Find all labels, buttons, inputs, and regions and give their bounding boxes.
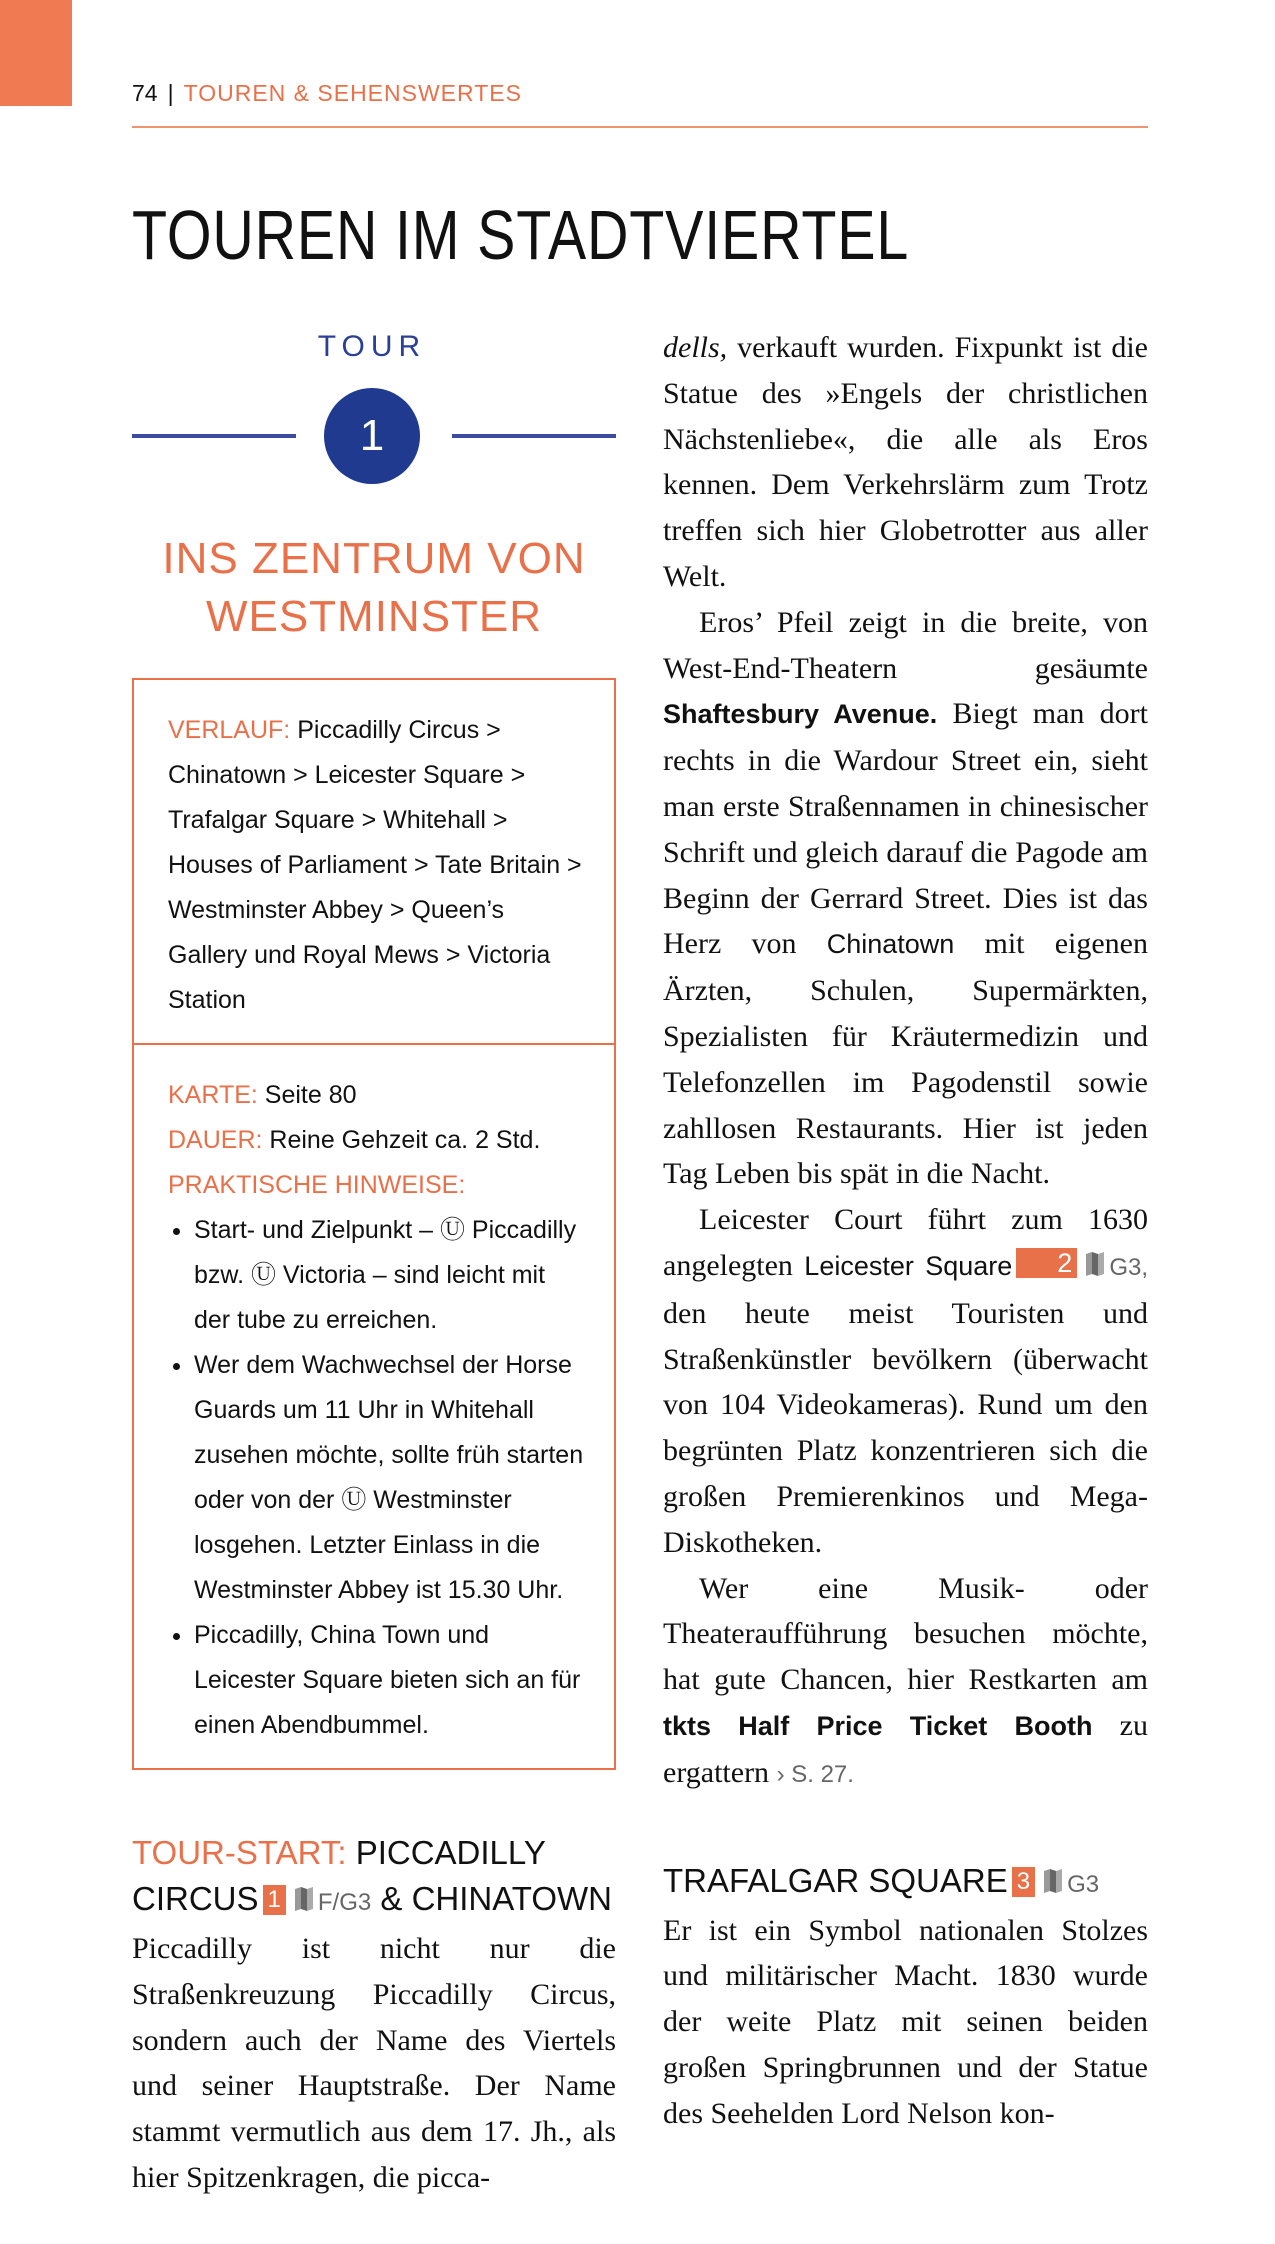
tour-title-line: INS ZENTRUM VON [162, 534, 586, 583]
tour-badge [132, 330, 616, 530]
text: Biegt man dort rechts in die Wardour Street ein, sieht man erste Straßennamen in chinesischer Schrift und gleich darauf die Pagode am Beginn der Gerrard Street. Dies ist das Herz von [663, 697, 1148, 961]
tour-title-line: WESTMINSTER [205, 592, 543, 641]
tour-start-label: TOUR-START: [132, 1834, 347, 1871]
text: Wer eine Musik- oder Theateraufführung besuchen möchte, hat gute Chancen, hier Restkarten am [663, 1571, 1148, 1697]
map-number-badge: 1 [263, 1885, 286, 1915]
map-grid-ref: G3, [1109, 1253, 1148, 1281]
text: Eros’ Pfeil zeigt in die breite, von West-End-Theatern gesäumte [663, 605, 1148, 685]
left-column [132, 330, 616, 2201]
page-number: 74 [132, 80, 158, 106]
text: den heute meist Touristen und Straßenkünstler bevölkern (überwacht von 104 Videokameras). Rund um den begrünten Platz konzentrieren sich die großen Premierenkinos und Mega-Diskotheken. [663, 1296, 1148, 1559]
map-label: KARTE: [168, 1081, 258, 1109]
map-grid-ref: G3 [1067, 1870, 1100, 1898]
italic-word: dells, [663, 331, 728, 364]
tip-item: • Piccadilly, China Town und Leicester Square bieten sich an für einen Abendbummel. [194, 1613, 584, 1748]
tour-number: 1 [324, 388, 420, 484]
place-highlight: Leicester Square [804, 1250, 1013, 1281]
trafalgar-heading [663, 1858, 1148, 1908]
right-column [663, 325, 1148, 2136]
place-name: PICCADILLY CIRCUS [132, 1834, 546, 1917]
text: verkauft wurden. Fixpunkt ist die Statue des »Engels der christlichen Nächstenliebe«, die alle als Eros kennen. Dem Verkehrslärm zum Trotz treffen sich hier Globetrotter aus aller Welt. [663, 331, 1148, 593]
page-title: TOUREN IM STADTVIERTEL [132, 196, 910, 274]
place-highlight: Chinatown [826, 929, 955, 960]
map-text: Seite 80 [257, 1081, 357, 1109]
text: Leicester Court führt zum 1630 angelegten [663, 1203, 1148, 1282]
place-highlight: Shaftesbury Avenue. [663, 699, 938, 730]
body-paragraph: Piccadilly ist nicht nur die Straßenkreuzung Piccadilly Circus, sondern auch der Name des Viertels und seiner Hauptstraße. Der Name stammt vermutlich aus dem 17. Jh., als hier Spitzenkragen, die picca- [132, 1932, 616, 2194]
map-number-badge: 3 [1012, 1867, 1035, 1897]
map-number-badge: 2 [1016, 1248, 1077, 1278]
map-icon [1043, 1868, 1063, 1894]
map-icon [1085, 1251, 1105, 1277]
place-highlight: tkts Half Price Ticket Booth [663, 1710, 1093, 1741]
route-section [134, 680, 614, 1043]
duration-label: DAUER: [168, 1126, 263, 1154]
details-section [134, 1043, 614, 1768]
body-paragraph: Er ist ein Symbol nationalen Stolzes und militärischer Macht. 1830 wurde der weite Platz mit seinen beiden großen Springbrunnen und der Statue des Seehelden Lord Nelson kon- [663, 1913, 1148, 2130]
text: zu ergattern [663, 1708, 1148, 1789]
page-reference-link[interactable]: › S. 27. [776, 1760, 854, 1788]
place-name: & CHINATOWN [380, 1880, 613, 1917]
map-grid-ref: F/G3 [317, 1889, 372, 1916]
place-name: TRAFALGAR SQUARE [663, 1861, 1008, 1899]
route-text: Piccadilly Circus > Chinatown > Leicester Square > Trafalgar Square > Whitehall > Houses of Parliament > Tate Britain > Westminster Abbey > Queen’s Gallery und Royal Mews > Victoria Station [168, 716, 582, 1014]
map-icon [294, 1886, 314, 1912]
tips-list [168, 1208, 584, 1748]
tour-info-box [132, 678, 616, 1770]
header-separator: | [167, 80, 174, 106]
tip-item: • Wer dem Wachwechsel der Horse Guards um 11 Uhr in Whitehall zusehen möchte, sollte früh starten oder von der Ⓤ Westminster losgehen. Letzter Einlass in die Westminster Abbey ist 15.30 Uhr. [194, 1343, 584, 1613]
duration-text: Reine Gehzeit ca. 2 Std. [262, 1126, 541, 1154]
text: mit eigenen Ärzten, Schulen, Supermärkten, Spezialisten für Kräutermedizin und Telefonzellen im Pagodenstil sowie zahllosen Restaurants. Hier ist jeden Tag Leben bis spät in die Nacht. [663, 927, 1148, 1191]
tour-word: TOUR [317, 330, 427, 363]
tour-start-heading [132, 1830, 616, 1926]
tips-label: PRAKTISCHE HINWEISE: [168, 1171, 466, 1199]
divider-line [132, 434, 296, 438]
tip-item: • Start- und Zielpunkt – Ⓤ Piccadilly bzw. Ⓤ Victoria – sind leicht mit der tube zu erreichen. [194, 1208, 584, 1343]
chapter-tab [0, 0, 72, 106]
body-paragraph [663, 600, 1148, 1197]
divider-line [452, 434, 616, 438]
tour-title [132, 530, 616, 646]
route-label: VERLAUF: [168, 716, 291, 744]
body-paragraph [663, 325, 1148, 600]
body-paragraph [663, 1197, 1148, 1565]
body-paragraph [663, 1566, 1148, 1798]
section-title: TOUREN & SEHENSWERTES [183, 80, 522, 106]
running-header [132, 80, 1148, 128]
